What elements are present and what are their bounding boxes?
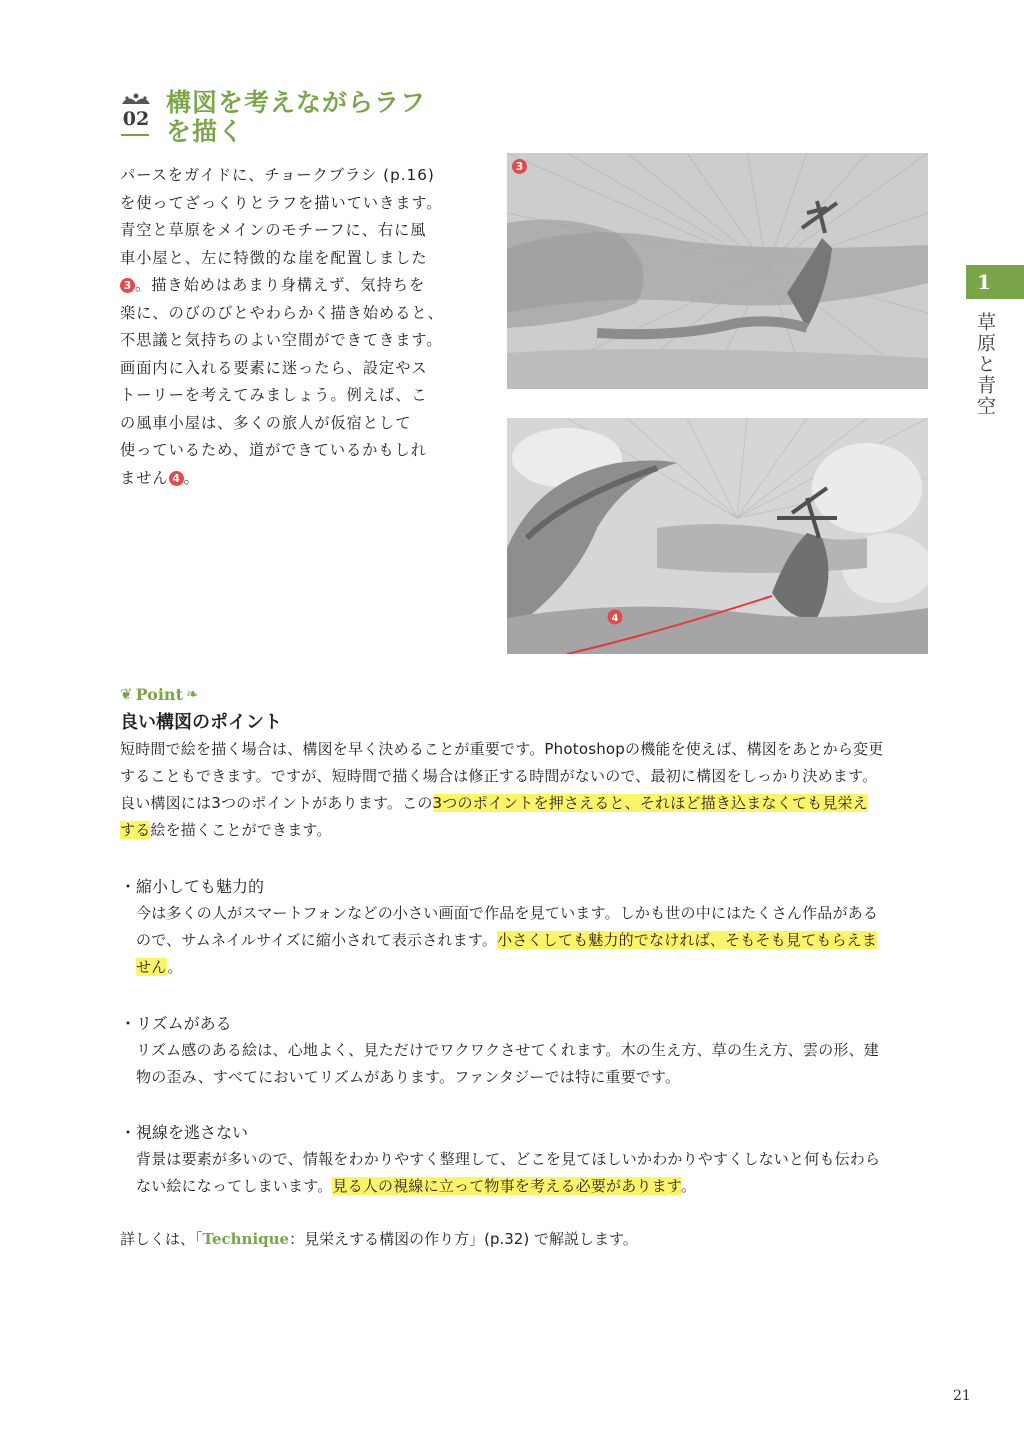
reference-note [120,1226,638,1253]
figure-badge-3: 3 [512,159,527,174]
section-title-line2: を描く [166,117,245,146]
bullet-title: ・視線を逃さない [120,1123,249,1142]
bullet-line-text: 。 [167,958,183,976]
bullet-line [136,954,932,981]
intro-paragraph [120,162,442,492]
intro-line-text: ません [120,468,169,487]
intro-line: 楽に、のびのびとやわらかく描き始めると、 [120,303,444,322]
bullet-line-text: 。 [680,1177,697,1195]
intro-line: パースをガイドに、チョークブラシ (p.16) [120,166,435,184]
point-line: することもできます。ですが、短時間で描く場合は修正する時間がないので、最初に構図をしっかり決めます。 [120,767,878,785]
bullet-body [136,1037,932,1091]
bullet-title: ・リズムがある [120,1014,232,1033]
intro-line: の風車小屋は、多くの旅人が仮宿として [120,413,412,432]
intro-line [120,465,442,493]
crown-ornament-icon [120,92,152,106]
point-line-text: 絵を描くことができます。 [150,821,332,839]
point-label-text: Point [135,684,183,704]
rough-sketch-image-refined [507,418,928,654]
figure-badge-4: 4 [611,613,619,624]
intro-line: 車小屋と、左に特徴的な崖を配置しました [120,248,428,267]
reference-note-pre: 詳しくは、「 [120,1230,203,1248]
bullet-line: 今は多くの人がスマートフォンなどの小さい画面で作品を見ています。しかも世の中にはたくさん作品がある [136,904,879,922]
section-number-underline [121,134,149,136]
bullet-line: 物の歪み、すべてにおいてリズムがあります。ファンタジーでは特に重要です。 [136,1068,681,1086]
intro-line: 不思議と気持ちのよい空間ができてきます。 [120,331,443,349]
bullet-line: 背景は要素が多いので、情報をわかりやすく整理して、どこを見てほしいかわかりやすくしないと何も伝わら [136,1150,881,1168]
bullet-line [136,927,932,954]
point-paragraph [120,736,932,844]
point-label [120,684,199,704]
bullet-line: リズム感のある絵は、心地よく、見ただけでワクワクさせてくれます。木の生え方、草の生え方、雲の形、建 [136,1041,880,1059]
bullet-body [136,900,932,981]
highlighted-text: 見る人の視線に立って物事を考える必要があります [332,1177,681,1195]
technique-label: Technique [202,1230,290,1248]
figure-ref-badge-3: 3 [120,278,135,293]
page-number: 21 [953,1388,971,1404]
section-number: 02 [122,108,150,130]
reference-note-post: ：見栄えする構図の作り方」(p.32) で解説します。 [289,1230,638,1248]
point-line [120,790,932,817]
rough-sketch-figure-4 [507,418,928,654]
intro-line: 青空と草原をメインのモチーフに、右に風 [120,221,427,239]
intro-line [120,272,442,300]
point-line [120,817,932,844]
section-title-line1: 構図を考えながらラフ [166,88,427,117]
intro-line: 画面内に入れる要素に迷ったら、設定やス [120,358,428,377]
right-flourish-icon: ❧ [185,685,199,703]
highlighted-text: する [120,821,151,839]
highlighted-text: せん [136,958,168,976]
chapter-title: 草原と青空 [974,312,996,417]
intro-line: を使ってざっくりとラフを描いていきます。 [120,193,443,212]
highlighted-text: 小さくしても魅力的でなければ、そもそも見てもらえま [497,931,878,949]
point-line-text: 良い構図には3つのポイントがあります。この [120,794,433,812]
left-flourish-icon: ❦ [120,685,133,703]
section-title [166,88,466,146]
bullet-line-text: ので、サムネイルサイズに縮小されて表示されます。 [136,931,498,949]
chapter-number: 1 [977,270,991,294]
bullet-line-text: ない絵になってしまいます。 [136,1177,333,1195]
intro-line-end: 。 [183,468,200,487]
bullet-title: ・縮小しても魅力的 [120,877,265,896]
highlighted-text: 3つのポイントを押さえると、それほど描き込まなくても見栄え [432,794,868,812]
intro-line: 使っているため、道ができているかもしれ [120,441,427,459]
bullet-line [136,1173,932,1200]
intro-line: トーリーを考えてみましょう。例えば、こ [120,386,428,404]
point-heading: 良い構図のポイント [120,712,282,733]
figure-ref-badge-4: 4 [169,471,184,486]
rough-sketch-image [507,153,928,389]
point-line: 短時間で絵を描く場合は、構図を早く決めることが重要です。Photoshopの機能を使えば、構図をあとから変更 [120,740,884,758]
intro-line-text: 。描き始めはあまり身構えず、気持ちを [135,276,426,294]
rough-sketch-figure-3 [507,153,928,389]
bullet-body [136,1146,932,1200]
